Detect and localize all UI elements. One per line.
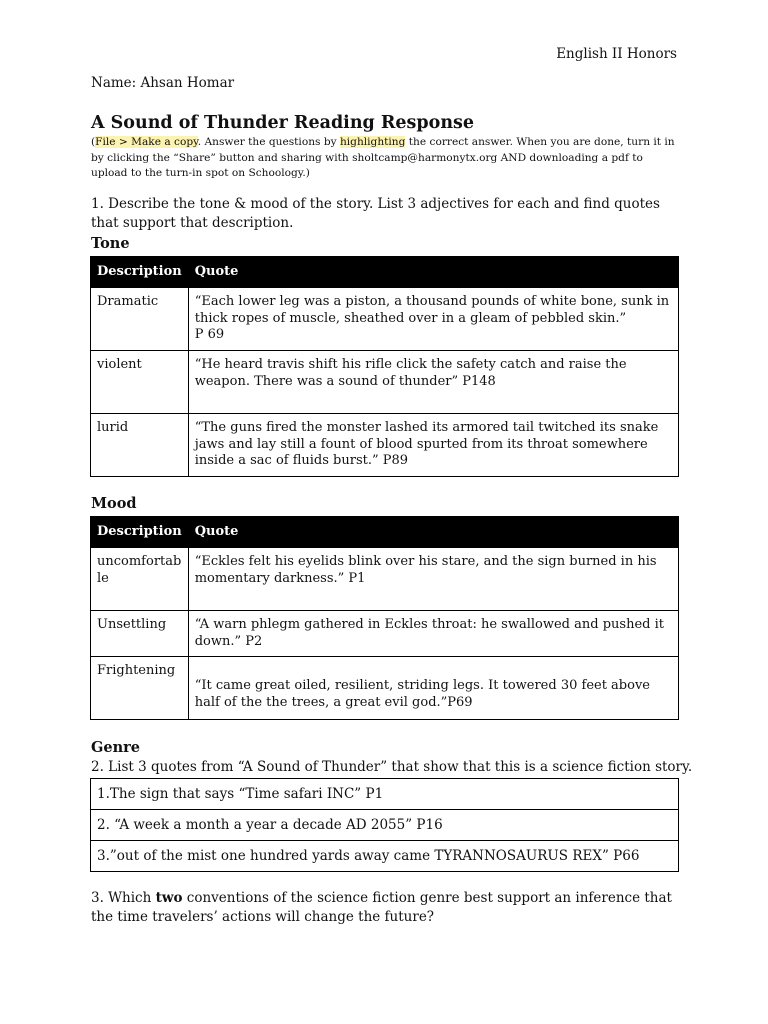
column-header-description: Description [91,517,189,548]
tone-quote [188,288,678,351]
table-row [91,611,679,657]
table-row [91,288,679,351]
question-3-bold: two [155,890,183,906]
table-row [91,810,679,841]
table-row [91,841,679,872]
genre-quote: 3.”out of the mist one hundred yards away came TYRANNOSAURUS REX” P66 [91,841,679,872]
tone-description: lurid [91,414,189,477]
genre-table [90,778,679,872]
mood-description: Frightening [91,657,189,720]
column-header-quote: Quote [188,517,678,548]
tone-description: violent [91,351,189,414]
mood-description: Unsettling [91,611,189,657]
page-title: A Sound of Thunder Reading Response [91,113,475,133]
genre-quote: 2. “A week a month a year a decade AD 2055” P16 [91,810,679,841]
tone-quote: “The guns fired the monster lashed its armored tail twitched its snake jaws and lay still a fount of blood spurted from its throat somewhere inside a sac of fluids burst.” P89 [188,414,678,477]
mood-quote-text: “It came great oiled, resilient, striding legs. It towered 30 feet above half of the the trees, a great evil god.”P69 [194,678,650,710]
tone-quote: “He heard travis shift his rifle click the safety catch and raise the weapon. There was a sound of thunder” P148 [188,351,678,414]
course-name: English II Honors [556,46,677,62]
table-row [91,779,679,810]
tone-table-header [91,257,679,288]
question-3-end: conventions of the science fiction genre best support an inference that the time travelers’ actions will change the future? [91,890,672,925]
table-row [91,351,679,414]
column-header-description: Description [91,257,189,288]
mood-heading: Mood [91,495,137,512]
genre-quote: 1.The sign that says “Time safari INC” P1 [91,779,679,810]
tone-quote-page: P 69 [194,327,225,342]
question-1: 1. Describe the tone & mood of the story. List 3 adjectives for each and find quotes that support that description. [91,196,660,231]
tone-quote-text: “Each lower leg was a piston, a thousand pounds of white bone, sunk in thick ropes of muscle, sheathed over in a gleam of pebbled skin.” [194,294,670,326]
tone-heading: Tone [91,235,130,252]
file-make-copy-highlight: File > Make a copy [95,136,198,148]
table-row [91,414,679,477]
mood-quote: “A warn phlegm gathered in Eckles throat: he swallowed and pushed it down.” P2 [188,611,678,657]
genre-heading: Genre [91,739,141,756]
highlighting-word: highlighting [339,136,406,148]
tone-table [90,256,679,477]
question-3 [91,889,681,927]
table-row [91,548,679,611]
tone-description: Dramatic [91,288,189,351]
mood-table-header [91,517,679,548]
question-2: 2. List 3 quotes from “A Sound of Thunder” that show that this is a science fiction story. [91,759,693,775]
question-3-start: 3. Which [91,890,156,906]
instructions-text-1: . Answer the questions by [197,136,340,148]
mood-table [90,516,679,720]
column-header-quote: Quote [188,257,678,288]
instructions-text-2: the correct answer. When you are done, turn it in by clicking the “Share” button and sharing with sholtcamp@harmonytx.org AND downloading a pdf to upload to the turn-in spot on Schoology.) [91,136,675,179]
instructions-open-paren: ( [91,136,96,148]
instructions [91,135,681,182]
table-row [91,657,679,720]
mood-quote [188,657,678,720]
student-name: Name: Ahsan Homar [91,75,235,91]
mood-quote: “Eckles felt his eyelids blink over his stare, and the sign burned in his momentary darkness.” P1 [188,548,678,611]
mood-description: uncomfortable [91,548,189,611]
